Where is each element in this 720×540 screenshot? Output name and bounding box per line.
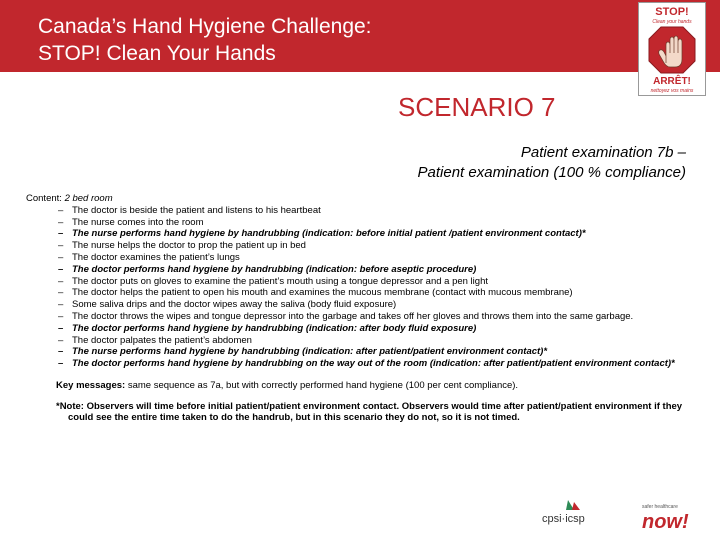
page-title bbox=[38, 13, 372, 67]
step-bullet: – bbox=[58, 358, 64, 370]
step-item bbox=[58, 311, 692, 323]
step-text: Some saliva drips and the doctor wipes away the saliva (body fluid exposure) bbox=[72, 299, 397, 311]
step-item bbox=[58, 276, 692, 288]
footer-logos bbox=[538, 498, 698, 534]
content-header bbox=[26, 193, 692, 205]
logo-bottom-text: ARRÊT! bbox=[653, 76, 691, 87]
page-title-line-1: Canada’s Hand Hygiene Challenge: bbox=[38, 15, 372, 38]
step-item bbox=[58, 323, 692, 335]
step-bullet: – bbox=[58, 240, 64, 252]
step-text: The doctor performs hand hygiene by handrubbing (indication: before aseptic procedure) bbox=[72, 263, 477, 275]
logo-top-text: STOP! bbox=[655, 6, 689, 18]
step-text: The nurse performs hand hygiene by handrubbing (indication: before initial patient /patient environment contact)* bbox=[72, 228, 586, 240]
key-messages bbox=[56, 380, 692, 392]
cpsi-logo-text: cpsi·icsp bbox=[542, 513, 585, 525]
step-bullet: – bbox=[58, 204, 64, 216]
step-bullet: – bbox=[58, 334, 64, 346]
step-text: The nurse performs hand hygiene by handrubbing (indication: after patient/patient environment contact)* bbox=[72, 346, 548, 358]
step-item bbox=[58, 240, 692, 252]
step-item bbox=[58, 287, 692, 299]
logo-small-text: Clean your hands bbox=[652, 19, 692, 25]
scenario-content bbox=[26, 193, 692, 424]
content-label: Content: bbox=[26, 193, 62, 204]
step-text: The doctor performs hand hygiene by handrubbing on the way out of the room (indication: after patient/patient environment contact)* bbox=[72, 358, 675, 370]
page-title-line-2: STOP! Clean Your Hands bbox=[38, 42, 276, 65]
scenario-subtitle-line-2: Patient examination (100 % compliance) bbox=[417, 164, 686, 181]
step-bullet: – bbox=[58, 228, 64, 240]
step-item bbox=[58, 299, 692, 311]
step-item bbox=[58, 264, 692, 276]
step-item bbox=[58, 335, 692, 347]
step-bullet: – bbox=[58, 287, 64, 299]
stop-hand-sign-icon bbox=[639, 3, 705, 95]
step-bullet: – bbox=[58, 275, 64, 287]
step-bullet: – bbox=[58, 216, 64, 228]
steps-list bbox=[26, 205, 692, 370]
step-bullet: – bbox=[58, 322, 64, 334]
step-bullet: – bbox=[58, 299, 64, 311]
step-bullet: – bbox=[58, 310, 64, 322]
step-item bbox=[58, 252, 692, 264]
footer-logos-graphic bbox=[538, 498, 698, 534]
shn-logo-text: now! bbox=[642, 511, 689, 533]
step-item bbox=[58, 346, 692, 358]
step-bullet: – bbox=[58, 251, 64, 263]
shn-logo-small-text: safer healthcare bbox=[642, 504, 678, 510]
step-item bbox=[58, 217, 692, 229]
scenario-subtitle bbox=[418, 143, 686, 183]
safer-healthcare-now-logo-icon bbox=[642, 504, 689, 533]
step-text: The doctor helps the patient to open his mouth and examines the mucous membrane (contact with mucous membrane) bbox=[72, 287, 573, 299]
step-text: The doctor palpates the patient’s abdomen bbox=[72, 334, 252, 346]
key-messages-text: same sequence as 7a, but with correctly performed hand hygiene (100 per cent compliance). bbox=[127, 379, 519, 391]
step-text: The nurse helps the doctor to prop the patient up in bed bbox=[72, 240, 306, 252]
key-messages-label: Key messages: bbox=[56, 379, 126, 391]
step-item bbox=[58, 205, 692, 217]
step-text: The doctor examines the patient’s lungs bbox=[72, 251, 240, 263]
scenario-title: SCENARIO 7 bbox=[398, 92, 556, 122]
step-text: The doctor performs hand hygiene by handrubbing (indication: after body fluid exposure) bbox=[72, 322, 477, 334]
header-bar bbox=[0, 0, 720, 72]
scenario-subtitle-line-1: Patient examination 7b – bbox=[520, 144, 686, 161]
stop-clean-your-hands-logo bbox=[638, 2, 706, 96]
step-text: The doctor is beside the patient and listens to his heartbeat bbox=[72, 204, 321, 216]
logo-bottom-small-text: nettoyez vos mains bbox=[650, 88, 694, 94]
cpsi-logo-icon bbox=[542, 500, 585, 525]
step-bullet: – bbox=[58, 346, 64, 358]
step-item bbox=[58, 358, 692, 370]
step-bullet: – bbox=[58, 263, 64, 275]
content-setting: 2 bed room bbox=[64, 193, 113, 204]
observer-note: *Note: Observers will time before initial patient/patient environment contact. Observers would time after patient/patient environment if they could see the entire time taken to do the handrub, but in this scenario they do not, so it is not timed. bbox=[56, 400, 683, 424]
step-text: The doctor puts on gloves to examine the patient’s mouth using a tongue depressor and a pen light bbox=[72, 275, 488, 287]
step-text: The nurse comes into the room bbox=[72, 216, 204, 228]
step-item bbox=[58, 228, 692, 240]
step-text: The doctor throws the wipes and tongue depressor into the garbage and takes off her gloves and throws them into the same garbage. bbox=[72, 310, 634, 322]
